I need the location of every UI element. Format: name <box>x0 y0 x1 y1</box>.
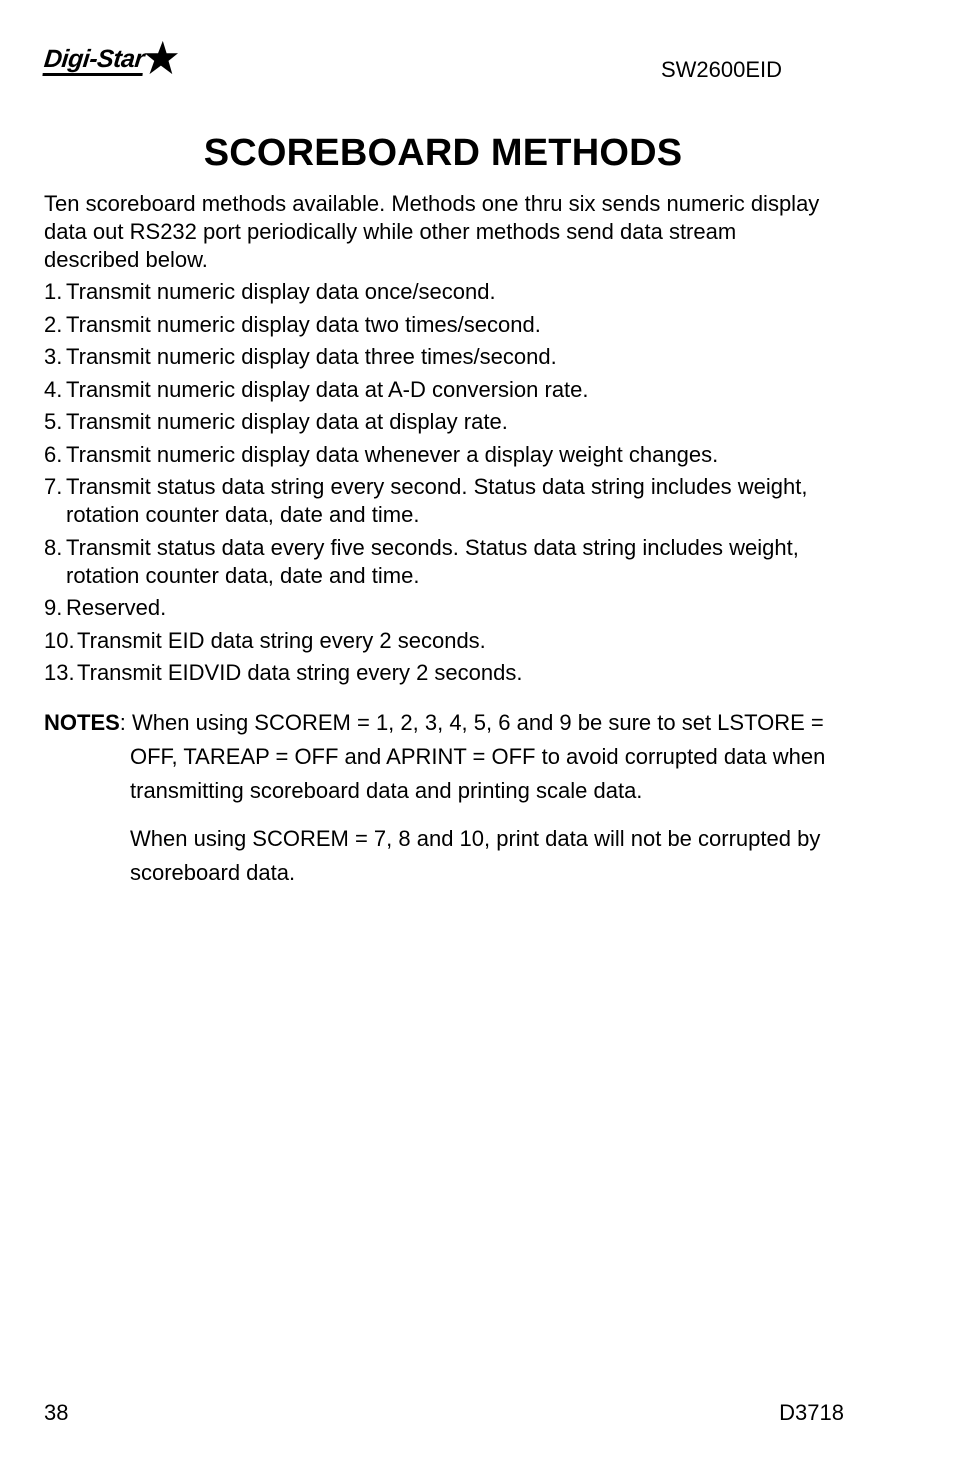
page-number: 38 <box>44 1400 69 1425</box>
note-1 <box>44 706 834 808</box>
digi-star-logo <box>44 40 178 82</box>
list-item <box>44 594 834 622</box>
item-number: 5. <box>44 409 63 434</box>
item-number: 1. <box>44 279 63 304</box>
page-title: SCOREBOARD METHODS <box>203 132 683 174</box>
item-number: 8. <box>44 534 63 560</box>
item-text: Transmit numeric display data two times/second. <box>66 311 541 337</box>
item-text: Transmit numeric display data once/second. <box>66 279 496 304</box>
item-text: Transmit EID data string every 2 seconds. <box>77 627 486 653</box>
model-number: SW2600EID <box>660 57 782 82</box>
notes-label: NOTES <box>44 710 120 735</box>
note-1-text: : When using SCOREM = 1, 2, 3, 4, 5, 6 and 9 be sure to set LSTORE = OFF, TAREAP = OFF and APRINT = OFF to avoid corrupted data when transmitting scoreboard data and printing scale data. <box>119 710 826 803</box>
item-number: 4. <box>44 376 63 402</box>
item-number: 7. <box>44 474 63 499</box>
item-number: 6. <box>44 441 63 467</box>
item-number: 2. <box>44 311 63 337</box>
intro-paragraph: Ten scoreboard methods available. Methods one thru six sends numeric display data out RS232 port periodically while other methods send data stream described below. <box>44 191 820 272</box>
list-item <box>44 343 834 371</box>
list-item <box>44 659 834 687</box>
item-text: Transmit EIDVID data string every 2 seconds. <box>77 660 523 685</box>
list-item <box>44 627 834 655</box>
document-code: D3718 <box>779 1400 844 1425</box>
list-item <box>44 473 834 529</box>
item-text: Transmit numeric display data three times/second. <box>66 344 557 369</box>
list-item <box>44 278 834 306</box>
item-number: 13. <box>44 660 75 685</box>
item-text: Transmit numeric display data whenever a display weight changes. <box>66 441 719 467</box>
list-item <box>44 441 834 469</box>
item-number: 9. <box>44 595 63 620</box>
note-2: When using SCOREM = 7, 8 and 10, print data will not be corrupted by scoreboard data. <box>130 826 821 885</box>
item-number: 10. <box>44 627 75 653</box>
item-text: Transmit status data string every second. Status data string includes weight, rotation counter data, date and time. <box>66 474 808 527</box>
list-item <box>44 408 834 436</box>
logo-wordmark: Digi-Star <box>42 46 145 76</box>
item-text: Transmit numeric display data at A-D conversion rate. <box>66 376 589 402</box>
methods-list <box>44 278 834 692</box>
item-number: 3. <box>44 344 63 369</box>
item-text: Reserved. <box>66 595 167 620</box>
list-item <box>44 376 834 404</box>
list-item <box>44 534 834 590</box>
list-item <box>44 311 834 339</box>
notes-section <box>44 706 834 890</box>
item-text: Transmit status data every five seconds. Status data string includes weight, rotation counter data, date and time. <box>66 534 799 588</box>
item-text: Transmit numeric display data at display rate. <box>66 409 508 434</box>
